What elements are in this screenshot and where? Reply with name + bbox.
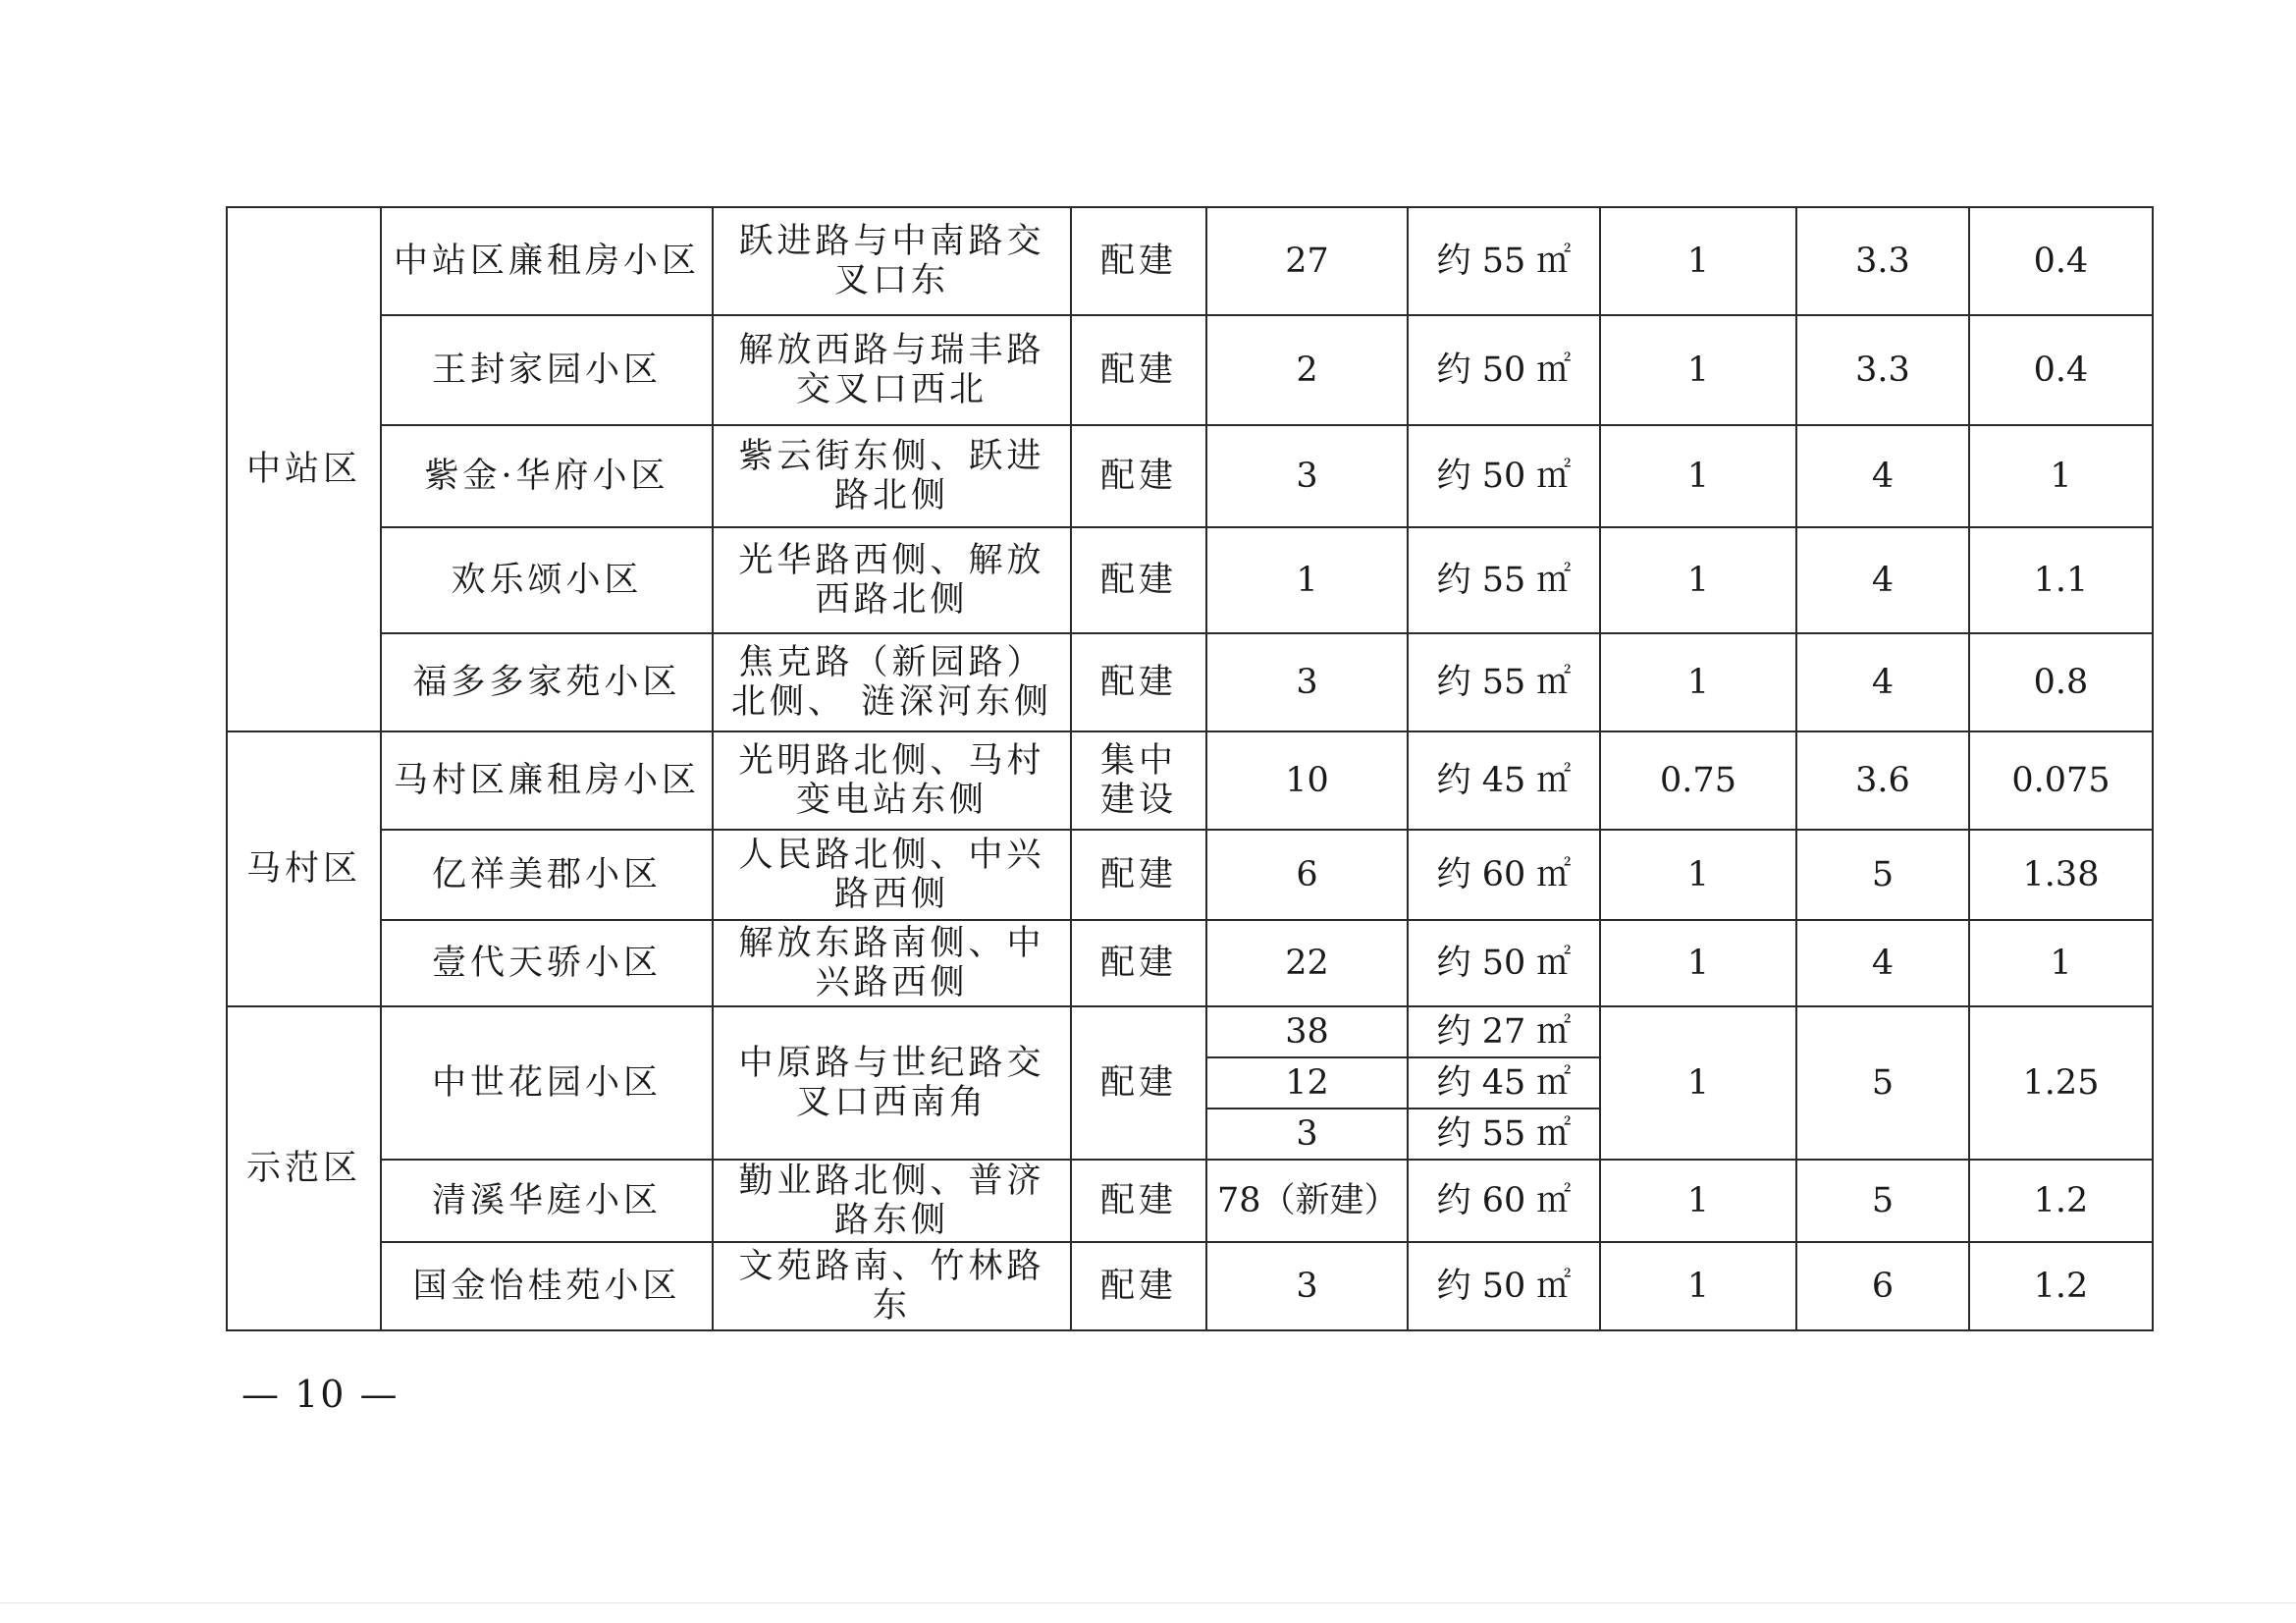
unit-count-cell: 3	[1206, 425, 1408, 527]
size-cell: 1.1	[1969, 527, 2153, 633]
ratio-cell: 1	[1600, 1006, 1796, 1160]
location-cell: 光明路北侧、马村变电站东侧	[713, 731, 1071, 830]
plot-ratio-cell: 5	[1796, 830, 1969, 920]
size-cell: 1.2	[1969, 1242, 2153, 1330]
ratio-cell: 0.75	[1600, 731, 1796, 830]
unit-count-cell: 3	[1206, 1109, 1408, 1160]
district-cell: 示范区	[227, 1006, 381, 1330]
unit-count-cell: 6	[1206, 830, 1408, 920]
community-cell: 中站区廉租房小区	[381, 207, 713, 315]
community-cell: 马村区廉租房小区	[381, 731, 713, 830]
construction-mode-cell: 配建	[1071, 1242, 1206, 1330]
size-cell: 1	[1969, 920, 2153, 1006]
construction-mode-cell: 配建	[1071, 315, 1206, 425]
size-cell: 1.25	[1969, 1006, 2153, 1160]
community-cell: 清溪华庭小区	[381, 1160, 713, 1242]
construction-mode-cell: 配建	[1071, 425, 1206, 527]
construction-mode-cell: 配建	[1071, 830, 1206, 920]
unit-area-cell: 约 27 ㎡	[1408, 1006, 1600, 1057]
unit-area-cell: 约 50 ㎡	[1408, 315, 1600, 425]
size-cell: 1.38	[1969, 830, 2153, 920]
construction-mode-cell: 配建	[1071, 1006, 1206, 1160]
construction-mode-cell: 集中建设	[1071, 731, 1206, 830]
unit-count-cell: 2	[1206, 315, 1408, 425]
community-cell: 紫金·华府小区	[381, 425, 713, 527]
unit-count-cell: 22	[1206, 920, 1408, 1006]
table-row	[227, 1006, 2153, 1057]
unit-area-cell: 约 55 ㎡	[1408, 633, 1600, 731]
table-row	[227, 633, 2153, 731]
plot-ratio-cell: 3.3	[1796, 207, 1969, 315]
district-cell: 中站区	[227, 207, 381, 731]
unit-area-cell: 约 45 ㎡	[1408, 1057, 1600, 1109]
plot-ratio-cell: 3.6	[1796, 731, 1969, 830]
unit-area-cell: 约 50 ㎡	[1408, 425, 1600, 527]
unit-count-cell: 3	[1206, 633, 1408, 731]
unit-count-cell: 12	[1206, 1057, 1408, 1109]
location-cell: 光华路西侧、解放西路北侧	[713, 527, 1071, 633]
table-row	[227, 425, 2153, 527]
size-cell: 0.4	[1969, 315, 2153, 425]
construction-mode-cell: 配建	[1071, 207, 1206, 315]
location-cell: 人民路北侧、中兴路西侧	[713, 830, 1071, 920]
unit-area-cell: 约 55 ㎡	[1408, 207, 1600, 315]
construction-mode-cell: 配建	[1071, 1160, 1206, 1242]
table-row	[227, 920, 2153, 1006]
size-cell: 1	[1969, 425, 2153, 527]
ratio-cell: 1	[1600, 207, 1796, 315]
ratio-cell: 1	[1600, 425, 1796, 527]
table-row	[227, 1242, 2153, 1330]
unit-area-cell: 约 50 ㎡	[1408, 920, 1600, 1006]
ratio-cell: 1	[1600, 1242, 1796, 1330]
table-row	[227, 1160, 2153, 1242]
table-row	[227, 207, 2153, 315]
location-cell: 中原路与世纪路交叉口西南角	[713, 1006, 1071, 1160]
plot-ratio-cell: 4	[1796, 920, 1969, 1006]
community-cell: 欢乐颂小区	[381, 527, 713, 633]
location-cell: 跃进路与中南路交叉口东	[713, 207, 1071, 315]
ratio-cell: 1	[1600, 527, 1796, 633]
size-cell: 1.2	[1969, 1160, 2153, 1242]
ratio-cell: 1	[1600, 920, 1796, 1006]
location-cell: 焦克路（新园路）北侧、 涟深河东侧	[713, 633, 1071, 731]
location-cell: 紫云街东侧、跃进路北侧	[713, 425, 1071, 527]
plot-ratio-cell: 6	[1796, 1242, 1969, 1330]
construction-mode-cell: 配建	[1071, 633, 1206, 731]
housing-table	[226, 206, 2154, 1331]
ratio-cell: 1	[1600, 830, 1796, 920]
size-cell: 0.4	[1969, 207, 2153, 315]
table-row	[227, 830, 2153, 920]
location-cell: 文苑路南、竹林路东	[713, 1242, 1071, 1330]
construction-mode-cell: 配建	[1071, 920, 1206, 1006]
plot-ratio-cell: 4	[1796, 425, 1969, 527]
table-row	[227, 315, 2153, 425]
scan-edge-line	[0, 1602, 2296, 1603]
location-cell: 解放西路与瑞丰路交叉口西北	[713, 315, 1071, 425]
plot-ratio-cell: 4	[1796, 633, 1969, 731]
plot-ratio-cell: 5	[1796, 1006, 1969, 1160]
location-cell: 勤业路北侧、普济路东侧	[713, 1160, 1071, 1242]
unit-count-cell: 27	[1206, 207, 1408, 315]
district-cell: 马村区	[227, 731, 381, 1006]
unit-area-cell: 约 60 ㎡	[1408, 1160, 1600, 1242]
ratio-cell: 1	[1600, 315, 1796, 425]
location-cell: 解放东路南侧、中兴路西侧	[713, 920, 1071, 1006]
community-cell: 福多多家苑小区	[381, 633, 713, 731]
unit-count-cell: 1	[1206, 527, 1408, 633]
page-number: — 10 —	[241, 1373, 400, 1416]
table-row	[227, 527, 2153, 633]
ratio-cell: 1	[1600, 1160, 1796, 1242]
unit-area-cell: 约 55 ㎡	[1408, 527, 1600, 633]
ratio-cell: 1	[1600, 633, 1796, 731]
plot-ratio-cell: 4	[1796, 527, 1969, 633]
unit-area-cell: 约 45 ㎡	[1408, 731, 1600, 830]
unit-area-cell: 约 60 ㎡	[1408, 830, 1600, 920]
table-row	[227, 731, 2153, 830]
community-cell: 王封家园小区	[381, 315, 713, 425]
community-cell: 中世花园小区	[381, 1006, 713, 1160]
unit-area-cell: 约 55 ㎡	[1408, 1109, 1600, 1160]
size-cell: 0.8	[1969, 633, 2153, 731]
community-cell: 壹代天骄小区	[381, 920, 713, 1006]
plot-ratio-cell: 5	[1796, 1160, 1969, 1242]
unit-count-cell: 78（新建）	[1206, 1160, 1408, 1242]
unit-count-cell: 10	[1206, 731, 1408, 830]
unit-count-cell: 3	[1206, 1242, 1408, 1330]
unit-area-cell: 约 50 ㎡	[1408, 1242, 1600, 1330]
community-cell: 亿祥美郡小区	[381, 830, 713, 920]
unit-count-cell: 38	[1206, 1006, 1408, 1057]
size-cell: 0.075	[1969, 731, 2153, 830]
community-cell: 国金怡桂苑小区	[381, 1242, 713, 1330]
plot-ratio-cell: 3.3	[1796, 315, 1969, 425]
construction-mode-cell: 配建	[1071, 527, 1206, 633]
